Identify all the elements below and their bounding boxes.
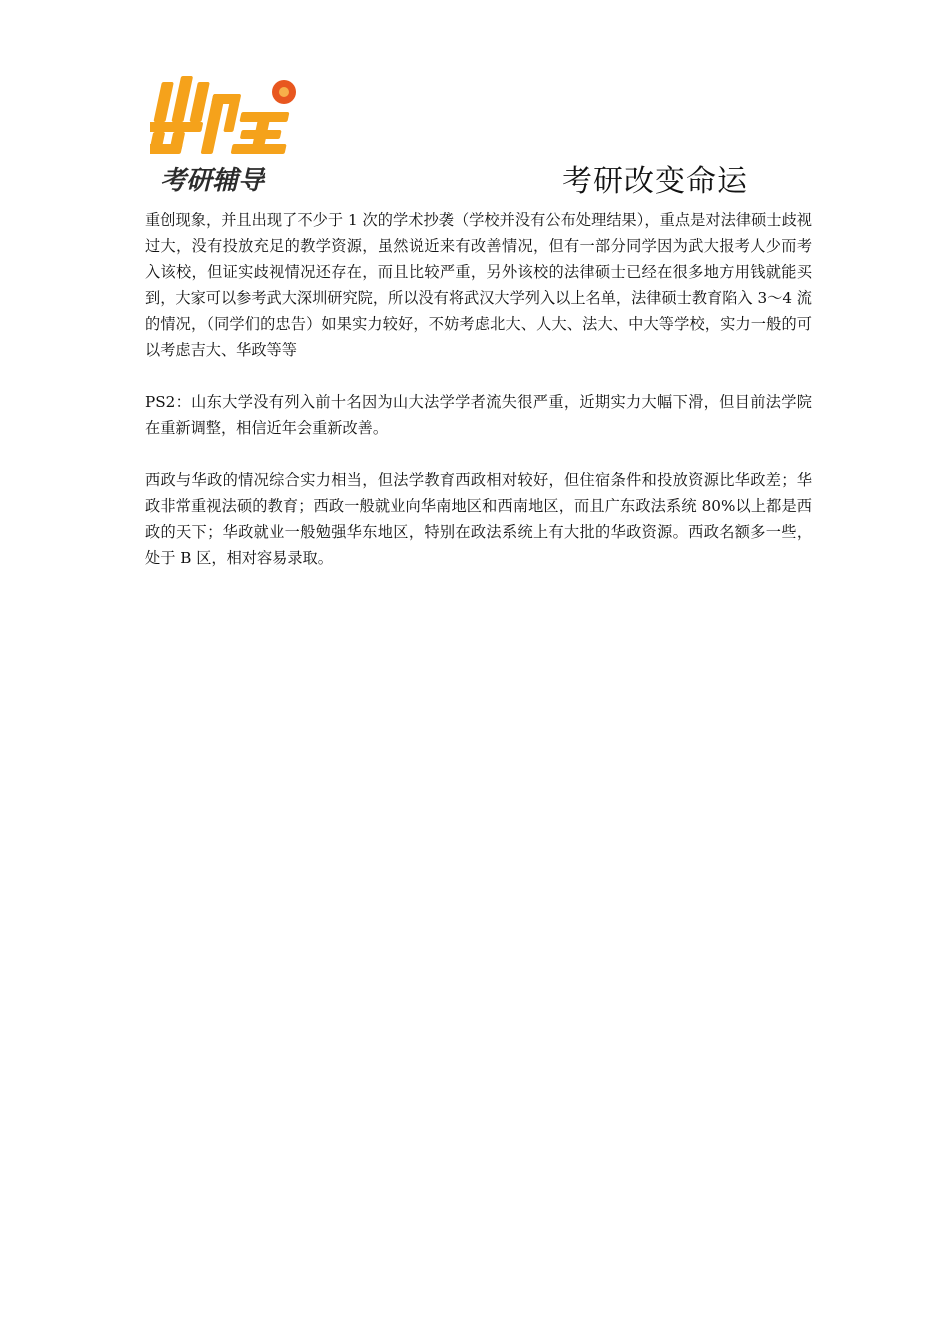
logo-subtitle: 考研辅导 [160, 166, 265, 196]
paragraph-3: 西政与华政的情况综合实力相当，但法学教育西政相对较好，但住宿条件和投放资源比华政差；华政非常重视法硕的教育；西政一般就业向华南地区和西南地区，而且广东政法系统 80%以上都是西政的天下；华政就业一般勉强华东地区，特别在政法系统上有大批的华政资源。西政名额多一些，处于 B 区，相对容易录取。 [145, 471, 812, 567]
kaicheng-logo-icon [150, 72, 310, 197]
paragraph-2: PS2：山东大学没有列入前十名因为山大法学学者流失很严重，近期实力大幅下滑，但目前法学院在重新调整，相信近年会重新改善。 [145, 393, 812, 437]
document-body [145, 207, 812, 597]
paragraph-1: 重创现象，并且出现了不少于 1 次的学术抄袭（学校并没有公布处理结果），重点是对法律硕士歧视过大，没有投放充足的教学资源，虽然说近来有改善情况，但有一部分同学因为武大报考人少而考入该校，但证实歧视情况还存在，而且比较严重，另外该校的法律硕士已经在很多地方用钱就能买到，大家可以参考武大深圳研究院，所以没有将武汉大学列入以上名单，法律硕士教育陷入 3～4 流的情况，（同学们的忠告）如果实力较好，不妨考虑北大、人大、法大、中大等学校，实力一般的可以考虑吉大、华政等等 [145, 211, 812, 359]
slogan: 考研改变命运 [562, 164, 748, 199]
kaicheng-logo [150, 72, 310, 197]
